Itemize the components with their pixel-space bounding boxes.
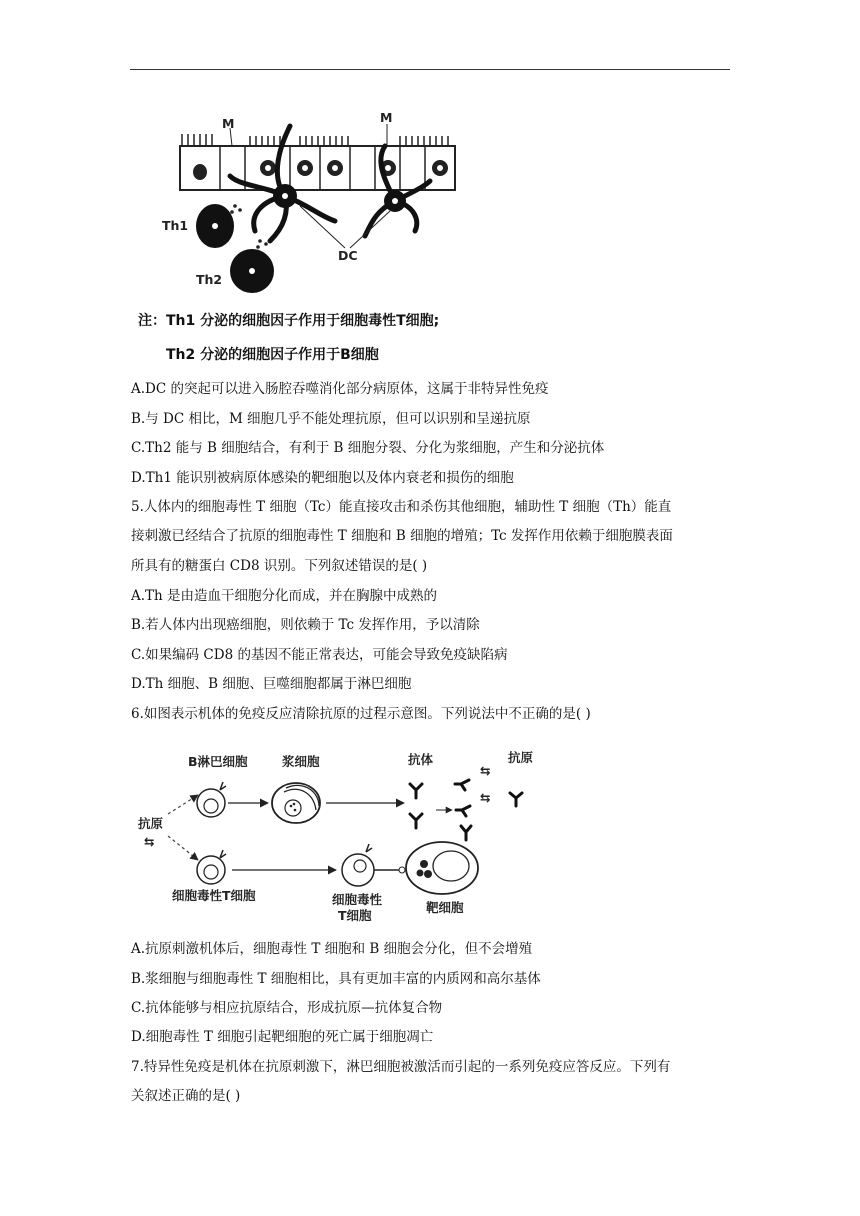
antigen-symbol-2: ⇆ [480, 790, 491, 805]
q4-option-c: C.Th2 能与 B 细胞结合，有利于 B 细胞分裂、分化为浆细胞，产生和分泌抗体 [131, 440, 605, 456]
q5-stem-line2: 接刺激已经结合了抗原的细胞毒性 T 细胞和 B 细胞的增殖；Tc 发挥作用依赖于细胞膜表面 [131, 528, 673, 544]
m-right-label: M [380, 110, 393, 125]
q7-stem-line1: 7.特异性免疫是机体在抗原刺激下，淋巴细胞被激活而引起的一系列免疫应答反应。下列有 [131, 1059, 671, 1075]
q6-option-c: C.抗体能够与相应抗原结合，形成抗原—抗体复合物 [131, 1000, 443, 1016]
antibody-label: 抗体 [408, 752, 434, 767]
q5-stem-line1: 5.人体内的细胞毒性 T 细胞（Tc）能直接攻击和杀伤其他细胞，辅助性 T 细胞（Th）能直 [131, 499, 672, 515]
th1-label: Th1 [162, 218, 189, 233]
antigen-symbol: ⇆ [144, 834, 155, 849]
q4-option-b: B.与 DC 相比，M 细胞几乎不能处理抗原，但可以识别和呈递抗原 [131, 411, 531, 427]
q5-option-a: A.Th 是由造血干细胞分化而成，并在胸腺中成熟的 [131, 588, 438, 604]
q5-option-b: B.若人体内出现癌细胞，则依赖于 Tc 发挥作用，予以清除 [131, 617, 480, 633]
m-left-label: M [222, 116, 235, 131]
q6-option-b: B.浆细胞与细胞毒性 T 细胞相比，具有更加丰富的内质网和高尔基体 [131, 971, 541, 987]
q6-option-a: A.抗原刺激机体后，细胞毒性 T 细胞和 B 细胞会分化，但不会增殖 [131, 941, 533, 957]
figure-note-line2: Th2 分泌的细胞因子作用于B细胞 [166, 347, 379, 363]
q6-option-d: D.细胞毒性 T 细胞引起靶细胞的死亡属于细胞凋亡 [131, 1029, 434, 1045]
header-rule [130, 69, 730, 70]
plasma-cell-label: 浆细胞 [282, 754, 320, 769]
tc-mid-label-line2: T细胞 [338, 908, 372, 923]
q5-option-d: D.Th 细胞、B 细胞、巨噬细胞都属于淋巴细胞 [131, 676, 412, 692]
tc-mid-label-line1: 细胞毒性 [332, 892, 383, 907]
th2-label: Th2 [196, 272, 223, 287]
antigen-top-label: 抗原 [508, 750, 534, 765]
target-cell-label: 靶细胞 [426, 900, 464, 915]
immune-response-figure [136, 740, 566, 925]
b-cell-label: B淋巴细胞 [188, 754, 248, 769]
q5-option-c: C.如果编码 CD8 的基因不能正常表达，可能会导致免疫缺陷病 [131, 647, 508, 663]
q4-option-a: A.DC 的突起可以进入肠腔吞噬消化部分病原体，这属于非特异性免疫 [131, 381, 549, 397]
q4-option-d: D.Th1 能识别被病原体感染的靶细胞以及体内衰老和损伤的细胞 [131, 470, 514, 486]
q7-stem-line2: 关叙述正确的是( ) [131, 1088, 241, 1104]
tc-left-label: 细胞毒性T细胞 [172, 888, 256, 903]
antigen-symbol-1: ⇆ [480, 763, 491, 778]
figure-note-line1: 注：Th1 分泌的细胞因子作用于细胞毒性T细胞; [138, 313, 440, 329]
antigen-left-label: 抗原 [138, 816, 164, 831]
q5-stem-line3: 所具有的糖蛋白 CD8 识别。下列叙述错误的是( ) [131, 558, 428, 574]
immune-cells-figure [160, 106, 460, 296]
dc-label: DC [338, 248, 358, 263]
q6-stem: 6.如图表示机体的免疫反应清除抗原的过程示意图。下列说法中不正确的是( ) [131, 706, 591, 722]
